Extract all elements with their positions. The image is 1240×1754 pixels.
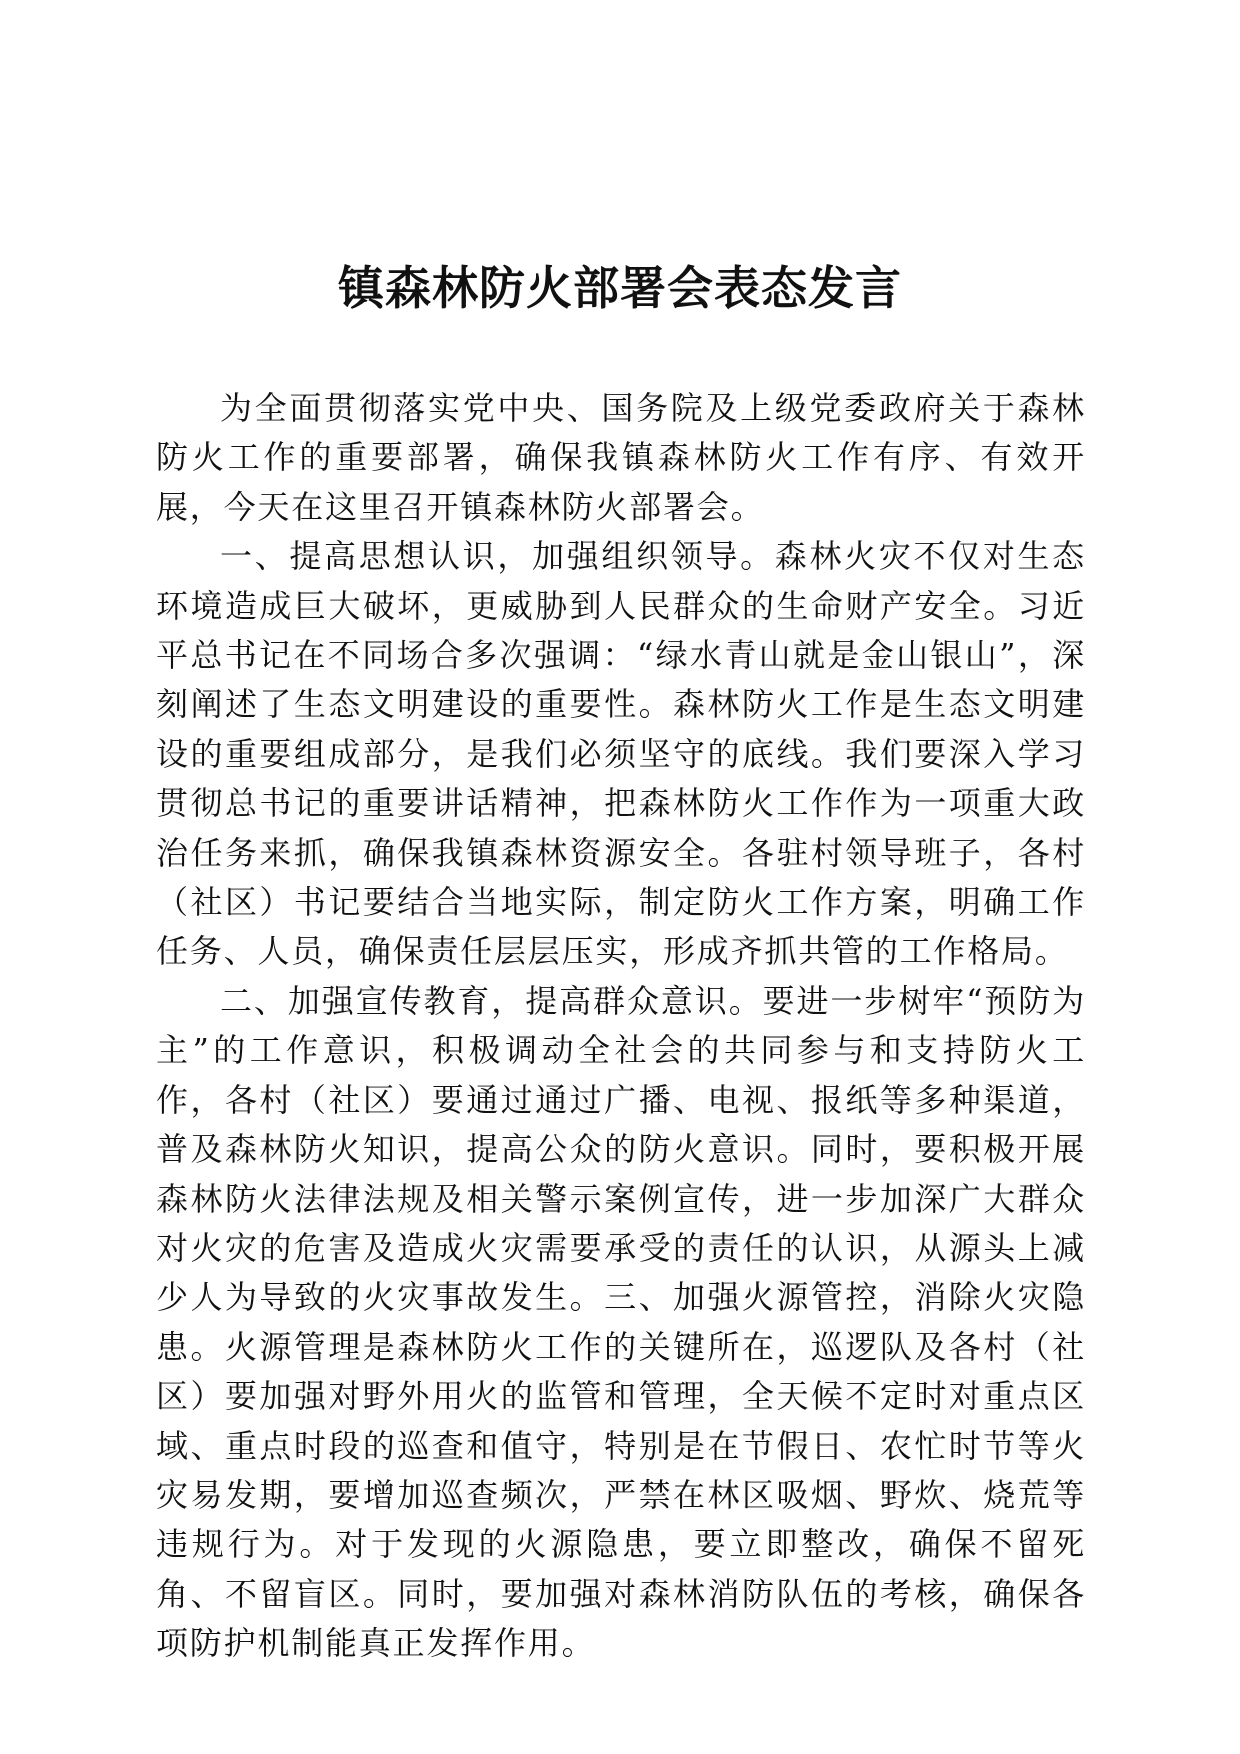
paragraph-section-two: 二、加强宣传教育，提高群众意识。要进一步树牢“预防为主”的工作意识，积极调动全社会的共同参与和支持防火工作，各村（社区）要通过通过广播、电视、报纸等多种渠道，普及森林防火知识，提高公众的防火意识。同时，要积极开展森林防火法律法规及相关警示案例宣传，进一步加深广大群众对火灾的危害及造成火灾需要承受的责任的认识，从源头上减少人为导致的火灾事故发生。三、加强火源管控，消除火灾隐患。火源管理是森林防火工作的关键所在，巡逻队及各村（社区）要加强对野外用火的监管和管理，全天候不定时对重点区域、重点时段的巡查和值守，特别是在节假日、农忙时节等火灾易发期，要增加巡查频次，严禁在林区吸烟、野炊、烧荒等违规行为。对于发现的火源隐患，要立即整改，确保不留死角、不留盲区。同时，要加强对森林消防队伍的考核，确保各项防护机制能真正发挥作用。 (156, 981, 1086, 1663)
document-title: 镇森林防火部署会表态发言 (338, 261, 902, 315)
paragraph-intro: 为全面贯彻落实党中央、国务院及上级党委政府关于森林防火工作的重要部署，确保我镇森林防火工作有序、有效开展，今天在这里召开镇森林防火部署会。 (156, 389, 1086, 526)
paragraph-section-one: 一、提高思想认识，加强组织领导。森林火灾不仅对生态环境造成巨大破坏，更威胁到人民群众的生命财产安全。习近平总书记在不同场合多次强调：“绿水青山就是金山银山”，深刻阐述了生态文明建设的重要性。森林防火工作是生态文明建设的重要组成部分，是我们必须坚守的底线。我们要深入学习贯彻总书记的重要讲话精神，把森林防火工作作为一项重大政治任务来抓，确保我镇森林资源安全。各驻村领导班子，各村（社区）书记要结合当地实际，制定防火工作方案，明确工作任务、人员，确保责任层层压实，形成齐抓共管的工作格局。 (156, 537, 1086, 971)
document-body (156, 384, 1086, 1669)
